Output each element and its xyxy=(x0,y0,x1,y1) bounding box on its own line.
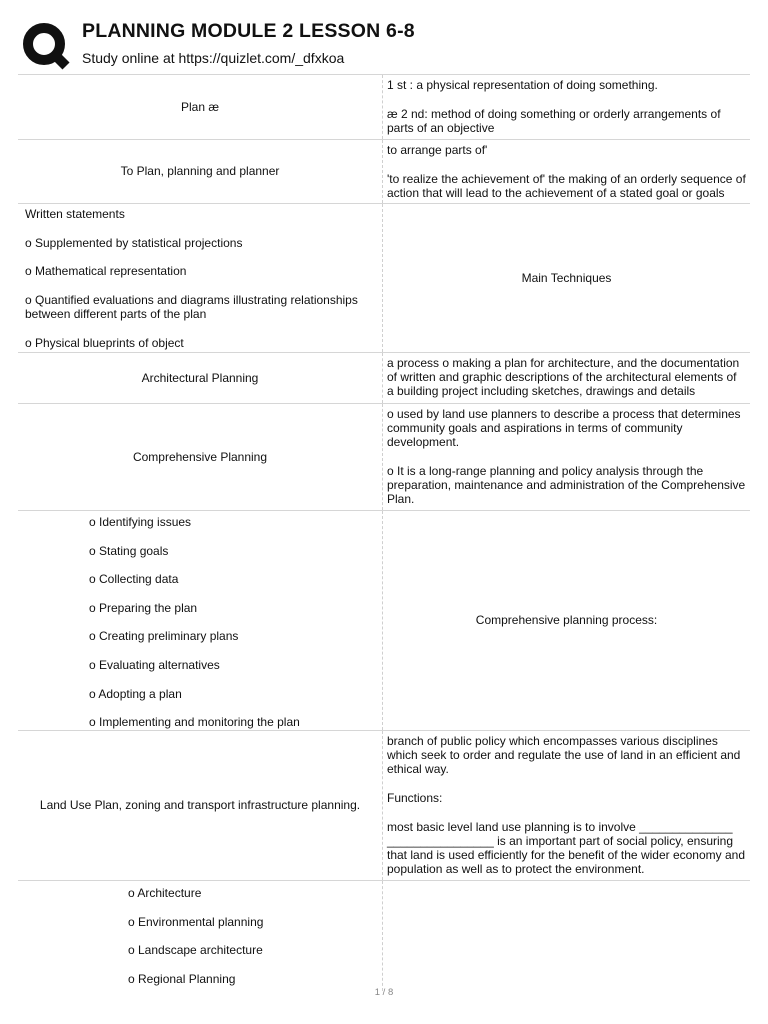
definition-cell xyxy=(383,140,750,203)
page-number: 1 / 8 xyxy=(374,987,394,998)
definition-cell xyxy=(383,404,750,510)
definition-text: a process o making a plan for architecture, and the documentation of written and graphic descriptions of the architectural elements of a building project including sketches, drawings and details xyxy=(387,356,740,399)
flashcard-table xyxy=(18,74,750,991)
list-item: o Regional Planning xyxy=(128,971,236,986)
definition-cell xyxy=(383,75,750,139)
list-item: o Collecting data xyxy=(89,572,179,587)
list-item: o Quantified evaluations and diagrams illustrating relationships between different parts of the plan xyxy=(25,292,358,321)
page-subtitle: Study online at https://quizlet.com/_dfxkoa xyxy=(82,50,345,66)
list-item: o Adopting a plan xyxy=(89,686,182,701)
list-item: o Architecture xyxy=(128,886,202,900)
definition-text: æ 2 nd: method of doing something or orderly arrangements of parts of an objective xyxy=(387,106,721,135)
list-item: o Implementing and monitoring the plan xyxy=(89,715,300,730)
term-cell xyxy=(18,353,383,403)
definition-text: most basic level land use planning is to involve ______________ ________________ is an important part of social policy, ensuring that land is used efficiently for the benefit of the wider economy and population as well as to protect the environment. xyxy=(387,819,745,877)
table-row xyxy=(18,203,750,352)
definition-text: branch of public policy which encompasses various disciplines which seek to order and regulate the use of land in an efficient and ethical way. xyxy=(387,734,741,777)
term-cell xyxy=(18,204,383,352)
definition-cell xyxy=(383,511,750,730)
table-row xyxy=(18,352,750,403)
quizlet-logo-icon xyxy=(22,22,70,70)
list-item: o Mathematical representation xyxy=(25,264,187,279)
term-cell xyxy=(18,731,383,880)
term-text: To Plan, planning and planner xyxy=(120,164,280,179)
table-row xyxy=(18,139,750,203)
table-row xyxy=(18,510,750,730)
term-cell xyxy=(18,140,383,203)
list-item: o Stating goals xyxy=(89,543,169,558)
definition-text: 1 st : a physical representation of doing something. xyxy=(387,78,658,92)
table-row xyxy=(18,880,750,991)
list-item: o Landscape architecture xyxy=(128,943,263,958)
definition-cell xyxy=(383,881,750,991)
definition-text: 'to realize the achievement of' the making of an orderly sequence of action that will lead to the achievement of a stated goal or goals xyxy=(387,171,746,200)
list-item: o Identifying issues xyxy=(89,515,192,529)
list-item: o Physical blueprints of object xyxy=(25,335,184,350)
list-item: o Creating preliminary plans xyxy=(89,629,239,644)
definition-text: Functions: xyxy=(387,791,443,805)
list-item: o Environmental planning xyxy=(128,914,264,929)
definition-text: Main Techniques xyxy=(521,270,612,285)
term-cell xyxy=(18,75,383,139)
table-row xyxy=(18,74,750,139)
term-text: Comprehensive Planning xyxy=(132,449,268,464)
page-title: PLANNING MODULE 2 LESSON 6-8 xyxy=(82,20,415,42)
definition-text: Comprehensive planning process: xyxy=(475,613,658,628)
list-item: o Preparing the plan xyxy=(89,600,198,615)
definition-text: o used by land use planners to describe a process that determines community goals and aspirations in terms of community development. xyxy=(387,407,741,450)
list-item: o Evaluating alternatives xyxy=(89,657,220,672)
term-text: Land Use Plan, zoning and transport infrastructure planning. xyxy=(39,798,361,813)
definition-text: to arrange parts of' xyxy=(387,143,488,157)
list-item: o Supplemented by statistical projections xyxy=(25,235,243,250)
definition-cell xyxy=(383,731,750,880)
term-cell xyxy=(18,881,383,991)
definition-cell xyxy=(383,204,750,352)
term-text: Plan æ xyxy=(180,99,220,114)
list-item: Written statements xyxy=(25,207,125,221)
definition-cell xyxy=(383,353,750,403)
term-cell xyxy=(18,511,383,730)
page-header xyxy=(0,0,768,74)
term-cell xyxy=(18,404,383,510)
term-text: Architectural Planning xyxy=(141,370,259,385)
definition-text: o It is a long-range planning and policy analysis through the preparation, maintenance and administration of the Comprehensive Plan. xyxy=(387,464,746,507)
table-row xyxy=(18,403,750,510)
table-row xyxy=(18,730,750,880)
